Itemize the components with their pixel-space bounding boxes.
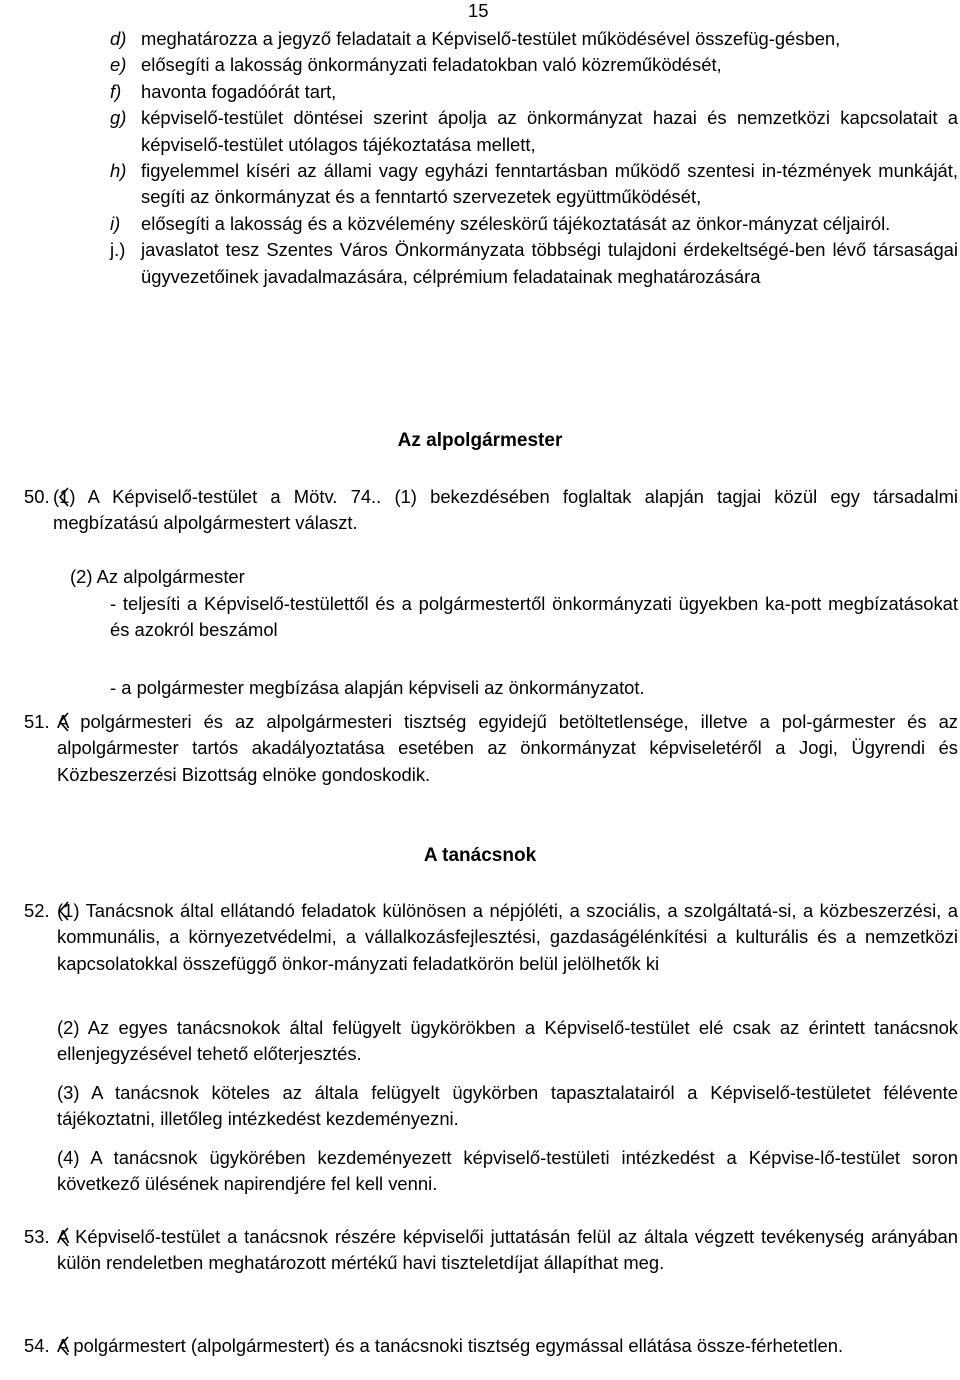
list-label: g) [110, 107, 127, 129]
list-item [110, 211, 958, 237]
list-item [110, 79, 958, 105]
section-heading-alpolgarmester: Az alpolgármester [397, 430, 563, 451]
list-label: i) [110, 212, 121, 234]
list-text: havonta fogadóórát tart, [141, 80, 337, 102]
section-51 [24, 709, 958, 788]
list-item [110, 52, 958, 78]
paragraph: A polgármesteri és az alpolgármesteri tisztség egyidejű betöltetlensége, illetve a pol-gármester és az alpolgármester tartós akadályoztatása esetében az önkormányzat képviseletéről a Jogi, Ügyrendi és Közbeszerzési Bizottság elnöke gondoskodik. [57, 711, 958, 785]
list-item [110, 237, 958, 290]
list-text: képviselő-testület döntései szerint ápolja az önkormányzat hazai és nemzetközi kapcsolatait a képviselő-testület utólagos tájékoztatása mellett, [141, 107, 958, 155]
section-number: 50. [24, 486, 50, 507]
list-text: elősegíti a lakosság és a közvélemény széleskörű tájékoztatását az önkor-mányzat céljairól. [141, 212, 891, 234]
section-mark-icon [58, 487, 70, 507]
section-52 [24, 898, 958, 977]
list-item [110, 26, 958, 52]
dash-item: - a polgármester megbízása alapján képviseli az önkormányzatot. [110, 677, 645, 698]
dash-item: - teljesíti a Képviselő-testülettől és a polgármestertől önkormányzati ügyekben ka-pott megbízatásokat és azokról beszámol [110, 593, 958, 641]
list-item [110, 158, 958, 211]
section-mark-icon [58, 712, 70, 732]
list-item [110, 105, 958, 158]
paragraph: (1) A Képviselő-testület a Mötv. 74.. (1) bekezdésében foglaltak alapján tagjai közül egy társadalmi megbízatású alpolgármestert választ. [53, 486, 958, 534]
paragraph: (4) A tanácsnok ügykörében kezdeményezett képviselő-testületi intézkedést a Képvise-lő-testület soron következő ülésének napirendjére fel kell venni. [57, 1147, 958, 1195]
duties-list [110, 26, 958, 290]
list-text: elősegíti a lakosság önkormányzati feladatokban való közreműködését, [141, 54, 722, 76]
list-label: e) [110, 54, 127, 76]
section-number: 51. [24, 711, 50, 732]
paragraph: (3) A tanácsnok köteles az általa felügyelt ügykörben tapasztalatairól a Képviselő-testületet félévente tájékoztatni, illetőleg intézkedést kezdeményezni. [57, 1082, 958, 1130]
list-label: f) [110, 80, 122, 102]
list-text: javaslatot tesz Szentes Város Önkormányzata többségi tulajdoni érdekeltségé-ben lévő társaságai ügyvezetőinek javadalmazására, célprémium feladatainak meghatározására [141, 239, 958, 287]
list-label: h) [110, 160, 127, 182]
section-50 [24, 484, 958, 537]
section-number: 54. [24, 1335, 50, 1356]
page-number: 15 [468, 0, 489, 21]
paragraph: (1) Tanácsnok által ellátandó feladatok különösen a népjóléti, a szociális, a szolgáltatá-si, a közbeszerzési, a kommunális, a környezetvédelmi, a vállalkozásfejlesztési, gazdaságélénkítési a kulturális és a nemzetközi kapcsolatokkal összefüggő önkor-mányzati feladatkörön belül jelölhetők ki [57, 900, 958, 974]
list-label: j.) [110, 239, 126, 261]
paragraph: A polgármestert (alpolgármestert) és a tanácsnoki tisztség egymással ellátása össze-férhetetlen. [57, 1335, 844, 1356]
section-number: 52. [24, 900, 50, 921]
list-text: meghatározza a jegyző feladatait a Képviselő-testület működésével összefüg-gésben, [141, 28, 841, 49]
section-53 [24, 1224, 958, 1277]
section-mark-icon [58, 1227, 70, 1247]
list-label: d) [110, 28, 127, 49]
section-mark-icon [58, 901, 70, 921]
paragraph: (2) Az egyes tanácsnokok által felügyelt ügykörökben a Képviselő-testület elé csak az érintett tanácsnok ellenjegyzésével tehető előterjesztés. [57, 1017, 958, 1065]
section-number: 53. [24, 1226, 50, 1247]
paragraph-intro: (2) Az alpolgármester [70, 566, 245, 587]
section-mark-icon [58, 1336, 70, 1356]
list-text: figyelemmel kíséri az állami vagy egyházi fenntartásban működő szentesi in-tézmények munkáját, segíti az önkormányzat és a fenntartó szervezetek együttműködését, [141, 160, 958, 208]
paragraph: A Képviselő-testület a tanácsnok részére képviselői juttatásán felül az általa végzett tevékenység arányában külön rendeletben meghatározott mértékű havi tiszteletdíjat állapíthat meg. [57, 1226, 958, 1274]
section-54 [24, 1333, 958, 1359]
section-heading-tanacsnok: A tanácsnok [423, 845, 537, 866]
